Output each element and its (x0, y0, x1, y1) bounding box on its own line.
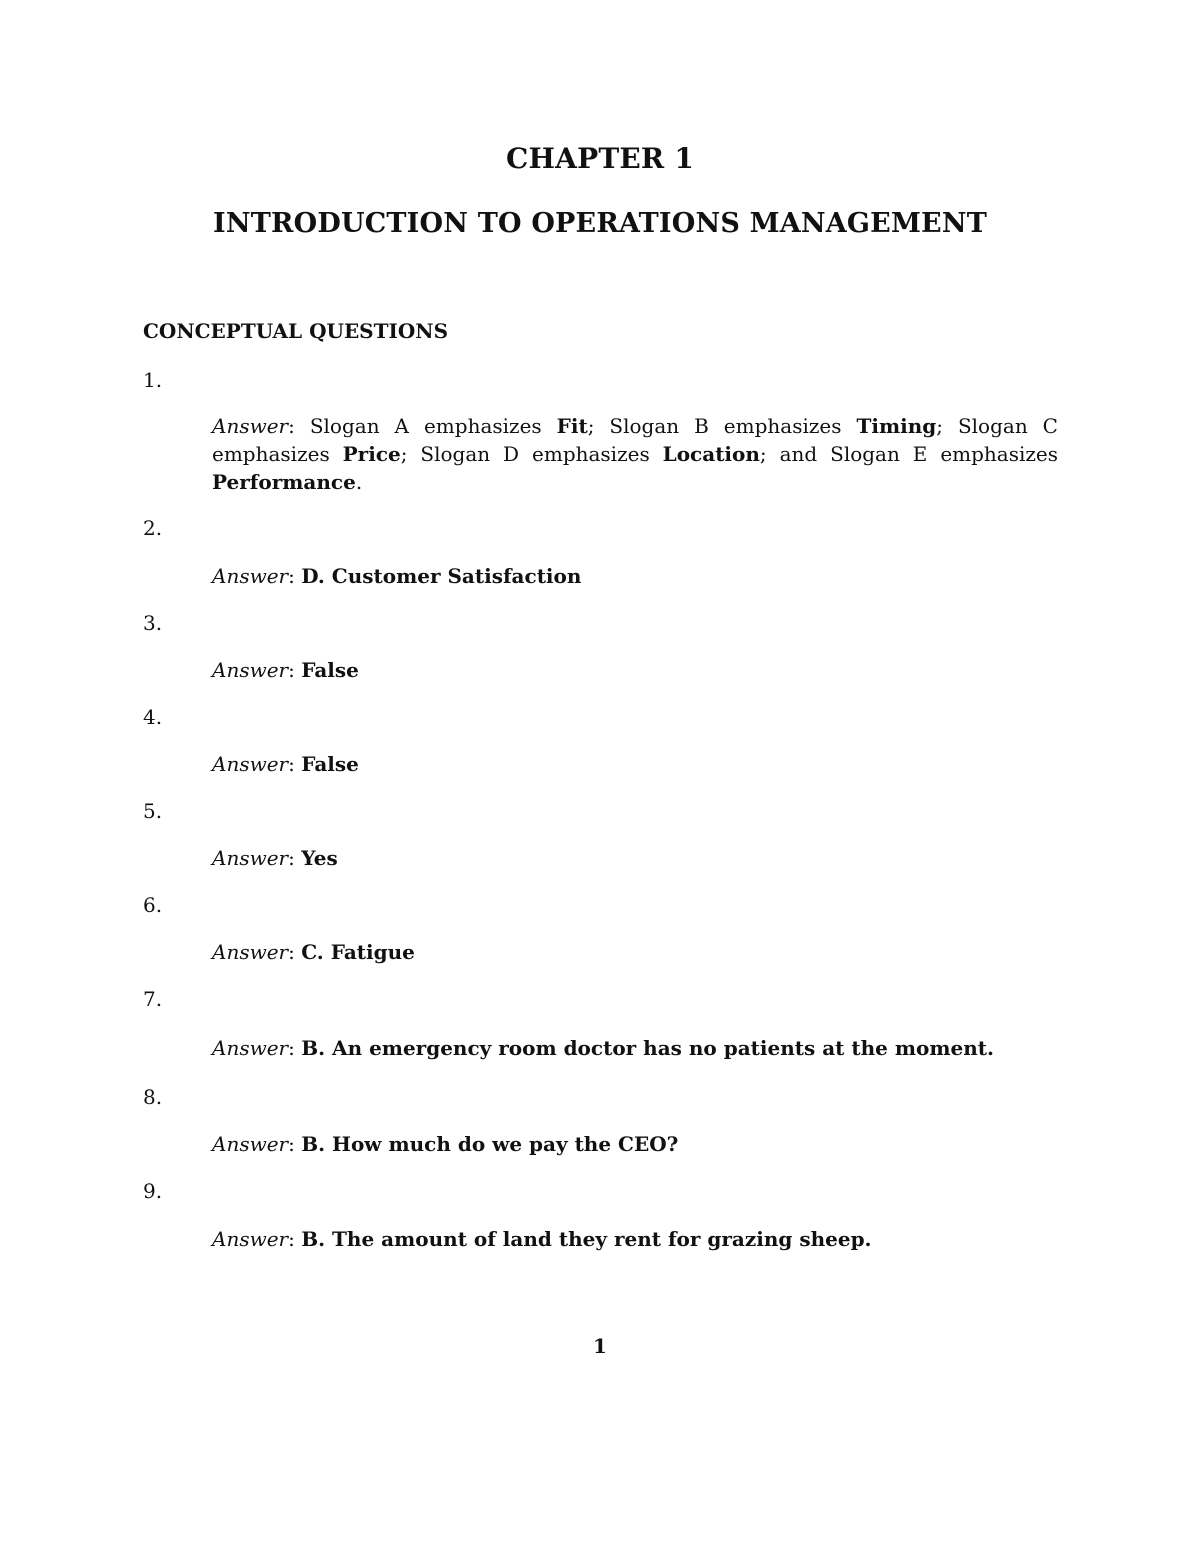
answer-label: Answer (212, 1227, 289, 1251)
answer-segment: . (355, 470, 363, 494)
answer-keyword: Timing (856, 414, 937, 438)
question-number: 5. (143, 799, 163, 823)
answer-keyword: Fit (556, 414, 588, 438)
answer-segment: ; Slogan D emphasizes (400, 442, 663, 466)
answer-text (212, 1130, 1058, 1158)
answer-text (212, 1225, 1058, 1253)
answer-keyword: C. Fatigue (301, 940, 415, 964)
answer-keyword: Location (662, 442, 760, 466)
answer-segment: : (288, 846, 302, 870)
answer-keyword: False (301, 658, 359, 682)
answer-keyword: D. Customer Satisfaction (301, 564, 582, 588)
answer-label: Answer (212, 1132, 289, 1156)
answer-segment: : (288, 940, 302, 964)
answer-segment: : Slogan A emphasizes (288, 414, 557, 438)
answer-label: Answer (212, 752, 289, 776)
answer-text (212, 412, 1058, 496)
answer-label: Answer (212, 414, 289, 438)
answer-label: Answer (212, 658, 289, 682)
answer-keyword: Price (342, 442, 401, 466)
answer-segment: ; Slogan C emphasizes (212, 414, 1058, 466)
answer-segment: : (288, 1132, 302, 1156)
section-heading: CONCEPTUAL QUESTIONS (143, 319, 449, 343)
answer-segment: : (288, 1036, 302, 1060)
question-number: 3. (143, 611, 163, 635)
page-number: 1 (593, 1334, 607, 1358)
answer-keyword: Yes (301, 846, 338, 870)
answer-keyword: False (301, 752, 359, 776)
answer-label: Answer (212, 940, 289, 964)
answer-segment: : (288, 752, 302, 776)
answer-text (212, 844, 1058, 872)
answer-text (212, 1034, 1058, 1062)
answer-text (212, 656, 1058, 684)
answer-segment: : (288, 658, 302, 682)
answer-keyword: B. How much do we pay the CEO? (301, 1132, 679, 1156)
question-number: 1. (143, 368, 163, 392)
chapter-title: CHAPTER 1 (506, 142, 694, 175)
question-number: 6. (143, 893, 163, 917)
answer-segment: : (288, 564, 302, 588)
answer-keyword: Performance (212, 470, 356, 494)
answer-label: Answer (212, 1036, 289, 1060)
answer-segment: : (288, 1227, 302, 1251)
question-number: 9. (143, 1179, 163, 1203)
answer-text (212, 750, 1058, 778)
question-number: 8. (143, 1085, 163, 1109)
answer-text (212, 938, 1058, 966)
question-number: 2. (143, 516, 163, 540)
answer-segment: ; and Slogan E emphasizes (759, 442, 1059, 466)
answer-text (212, 562, 1058, 590)
question-number: 4. (143, 705, 163, 729)
question-number: 7. (143, 987, 163, 1011)
answer-keyword: B. An emergency room doctor has no patients at the moment. (301, 1036, 994, 1060)
answer-segment: ; Slogan B emphasizes (587, 414, 857, 438)
answer-label: Answer (212, 564, 289, 588)
answer-label: Answer (212, 846, 289, 870)
chapter-subtitle: INTRODUCTION TO OPERATIONS MANAGEMENT (212, 208, 987, 239)
answer-keyword: B. The amount of land they rent for grazing sheep. (301, 1227, 872, 1251)
